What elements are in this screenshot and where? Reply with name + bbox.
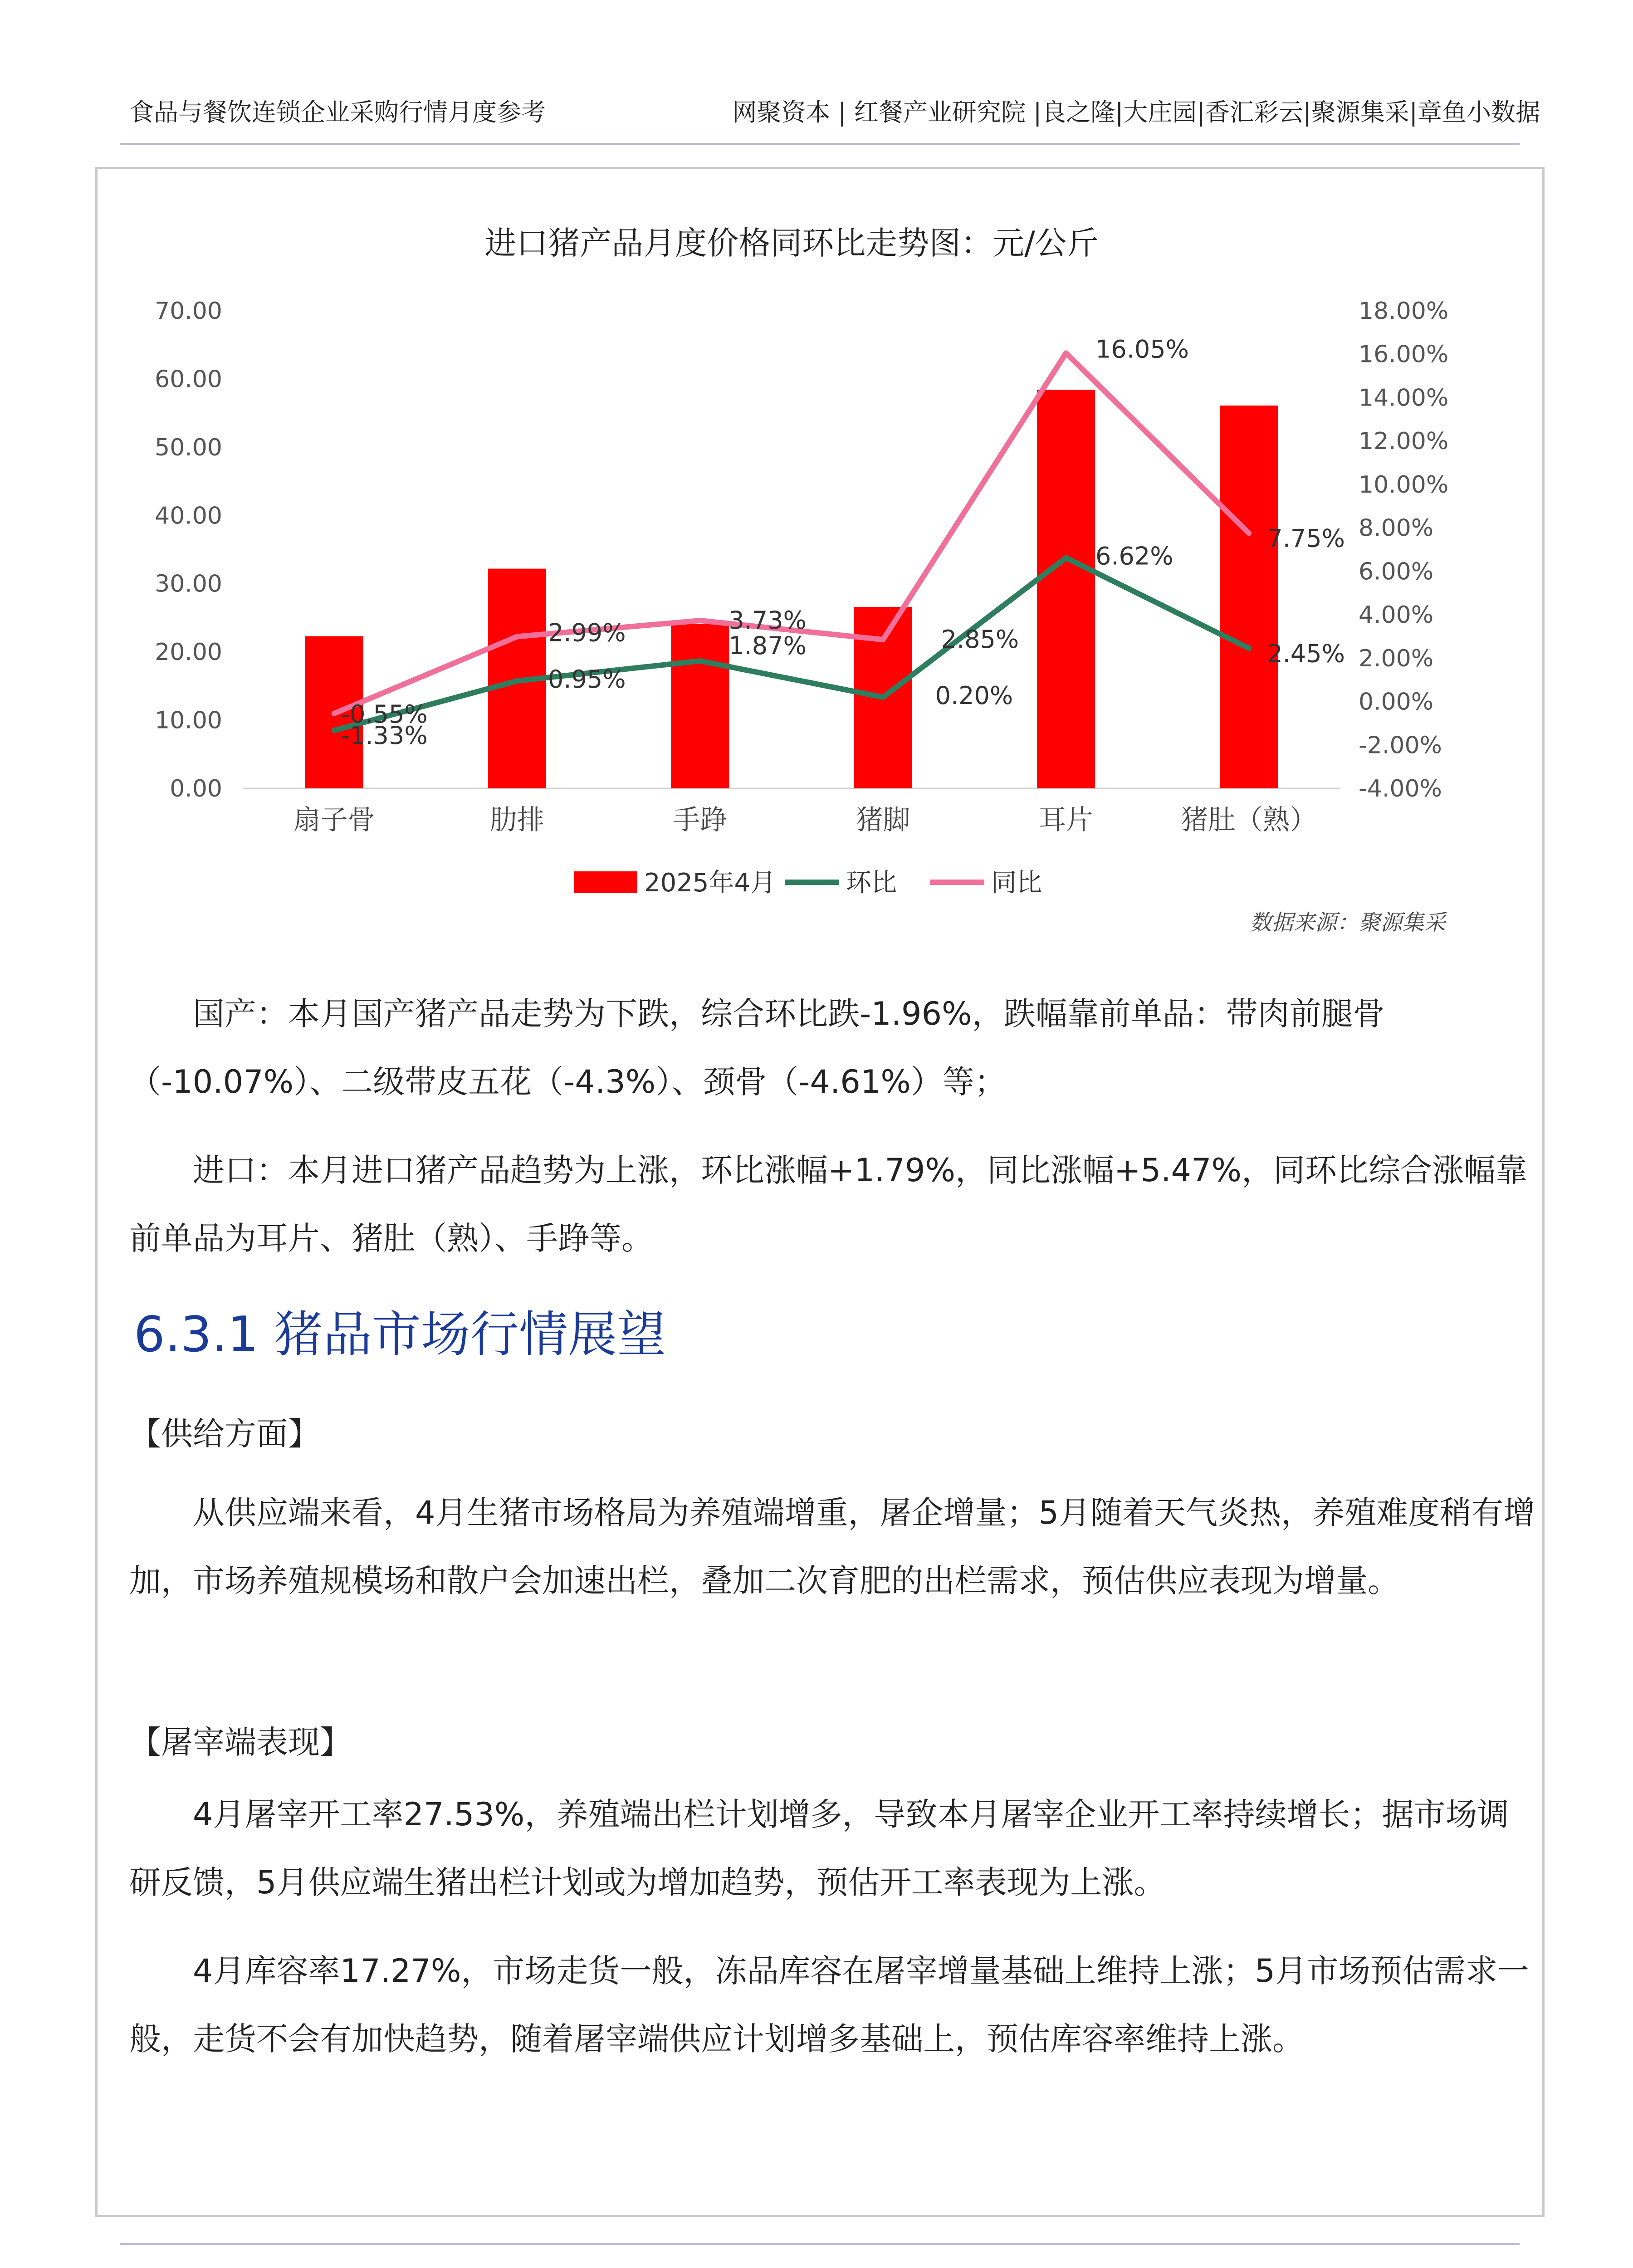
y-tick-label: 0.00 — [170, 775, 222, 802]
y-tick-label: 50.00 — [155, 434, 222, 461]
yoy-data-label: 7.75% — [1267, 524, 1345, 553]
bar-5 — [1037, 390, 1095, 788]
header-partners: 网聚资本 | 红餐产业研究院 |良之隆|大庄园|香汇彩云|聚源集采|章鱼小数据 — [732, 98, 1540, 127]
y-tick-label: 40.00 — [155, 502, 222, 530]
bar-3 — [671, 624, 729, 788]
x-tick-label: 耳片 — [1039, 804, 1093, 836]
header-report-title: 食品与餐饮连锁企业采购行情月度参考 — [129, 98, 546, 127]
y2-tick-label: 2.00% — [1359, 645, 1434, 672]
y-tick-label: 60.00 — [155, 366, 222, 393]
y-tick-label: 70.00 — [155, 298, 222, 325]
x-tick-label: 猪脚 — [856, 804, 910, 836]
legend-label-bar: 2025年4月 — [644, 868, 776, 898]
y2-tick-label: 6.00% — [1359, 558, 1434, 586]
paragraph-domestic: 国产：本月国产猪产品走势为下跌，综合环比跌-1.96%，跌幅靠前单品：带肉前腿骨（-10.07%）、二级带皮五花（-4.3%）、颈骨（-4.61%）等； — [129, 995, 1385, 1100]
y2-tick-label: 16.00% — [1359, 341, 1449, 368]
mom-data-label: 0.95% — [548, 665, 626, 694]
y2-tick-label: 18.00% — [1359, 298, 1449, 325]
mom-data-label: -1.33% — [341, 721, 428, 750]
paragraph-imported: 进口：本月进口猪产品趋势为上涨，环比涨幅+1.79%，同比涨幅+5.47%，同环比综合涨幅靠前单品为耳片、猪肚（熟）、手踭等。 — [129, 1152, 1528, 1257]
mom-data-label: 2.45% — [1267, 639, 1345, 668]
x-tick-label: 猪肚（熟） — [1181, 804, 1317, 836]
section-heading: 6.3.1 猪品市场行情展望 — [134, 1306, 666, 1363]
yoy-data-label: 3.73% — [728, 606, 807, 635]
y2-tick-label: 8.00% — [1359, 514, 1434, 542]
y-tick-label: 30.00 — [155, 570, 222, 598]
legend-label-mom: 环比 — [846, 868, 897, 898]
bar-6 — [1220, 406, 1278, 788]
data-source-note: 数据来源：聚源集采 — [1250, 910, 1446, 935]
y-tick-label: 20.00 — [155, 639, 222, 666]
yoy-data-label: 2.85% — [941, 625, 1019, 654]
mom-data-label: 0.20% — [935, 681, 1013, 710]
y-tick-label: 10.00 — [155, 707, 222, 734]
y2-tick-label: 4.00% — [1359, 601, 1434, 629]
mom-data-label: 6.62% — [1095, 542, 1173, 571]
legend-swatch-bar — [574, 871, 637, 893]
supply-label: 【供给方面】 — [129, 1415, 320, 1452]
mom-data-label: 1.87% — [728, 631, 807, 660]
y2-tick-label: 0.00% — [1359, 688, 1434, 716]
y2-tick-label: -4.00% — [1359, 775, 1442, 802]
footer-divider — [120, 2243, 1520, 2245]
yoy-data-label: -0.55% — [341, 699, 428, 728]
x-tick-label: 扇子骨 — [293, 804, 375, 836]
legend-label-yoy: 同比 — [991, 868, 1042, 898]
y2-tick-label: 12.00% — [1359, 428, 1449, 455]
chart-title: 进口猪产品月度价格同环比走势图：元/公斤 — [484, 225, 1099, 262]
yoy-data-label: 16.05% — [1095, 335, 1189, 364]
y2-tick-label: -2.00% — [1359, 732, 1442, 759]
paragraph-supply: 从供应端来看，4月生猪市场格局为养殖端增重，屠企增量；5月随着天气炎热，养殖难度稍有增加，市场养殖规模场和散户会加速出栏，叠加二次育肥的出栏需求，预估供应表现为增量。 — [129, 1494, 1535, 1599]
yoy-data-label: 2.99% — [548, 618, 626, 647]
y2-tick-label: 14.00% — [1359, 384, 1449, 412]
y2-tick-label: 10.00% — [1359, 471, 1449, 499]
paragraph-storage-rate: 4月库容率17.27%，市场走货一般，冻品库容在屠宰增量基础上维持上涨；5月市场预估需求一般，走货不会有加快趋势，随着屠宰端供应计划增多基础上，预估库容率维持上涨。 — [129, 1952, 1529, 2058]
price-trend-chart — [98, 200, 1495, 943]
paragraph-slaughter-rate: 4月屠宰开工率27.53%，养殖端出栏计划增多，导致本月屠宰企业开工率持续增长；据市场调研反馈，5月供应端生猪出栏计划或为增加趋势，预估开工率表现为上涨。 — [129, 1796, 1509, 1901]
x-tick-label: 手踭 — [673, 804, 728, 836]
x-tick-label: 肋排 — [490, 804, 544, 836]
header-divider — [120, 143, 1520, 145]
slaughter-label: 【屠宰端表现】 — [129, 1724, 352, 1761]
